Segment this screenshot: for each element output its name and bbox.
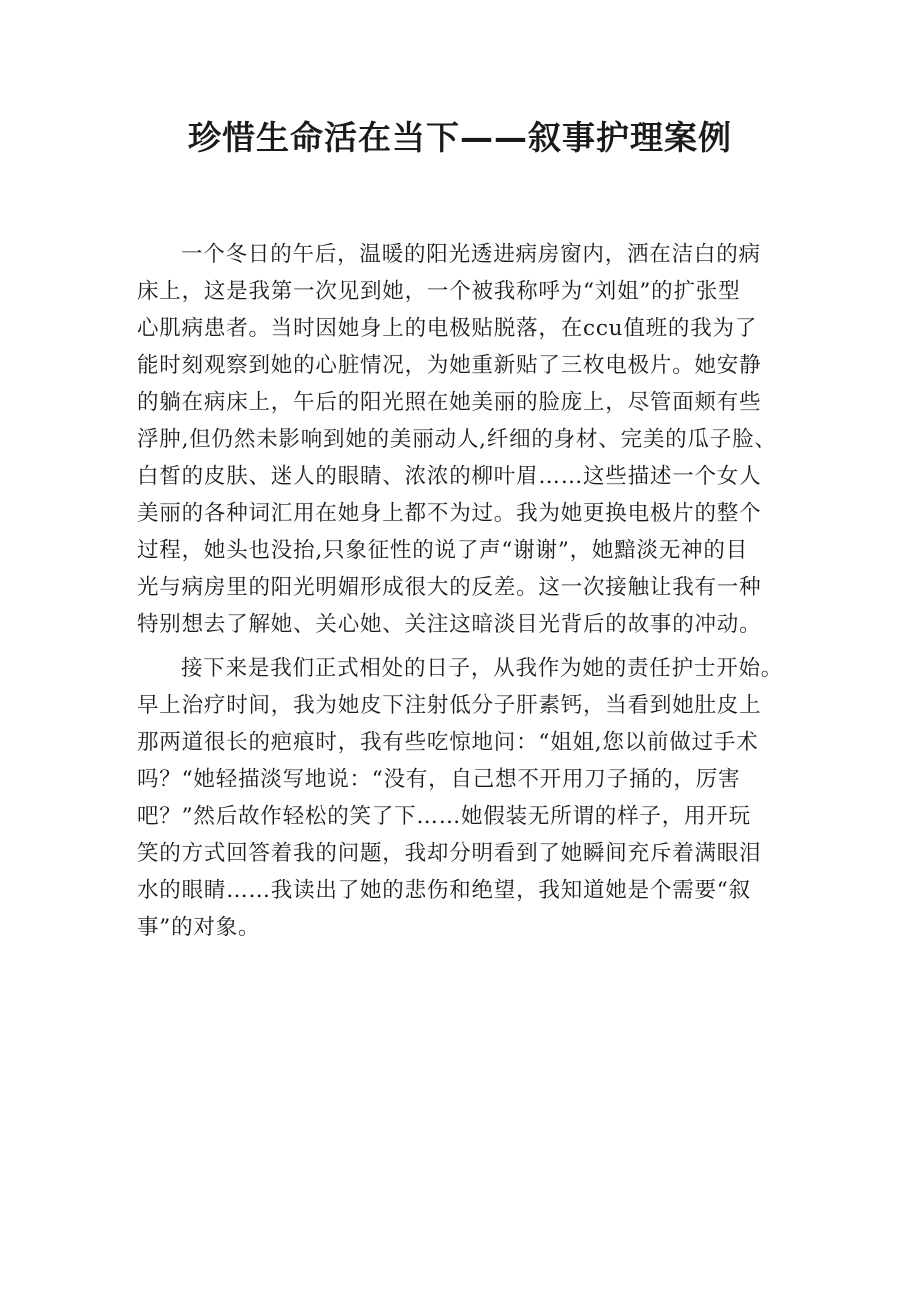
paragraph-line: 那两道很长的疤痕时，我有些吃惊地问：“姐姐,您以前做过手术 bbox=[137, 730, 759, 755]
paragraph-line: 接下来是我们正式相处的日子，从我作为她的责任护士开始。 bbox=[181, 656, 784, 681]
paragraph-line: 美丽的各种词汇用在她身上都不为过。我为她更换电极片的整个 bbox=[137, 501, 762, 526]
document-title: 珍惜生命活在当下——叙事护理案例 bbox=[188, 118, 732, 157]
paragraph-1 bbox=[137, 236, 790, 643]
paragraph-line: 一个冬日的午后，温暖的阳光透进病房窗内，洒在洁白的病 bbox=[181, 242, 761, 267]
paragraph-line: 能时刻观察到她的心脏情况，为她重新贴了三枚电极片。她安静 bbox=[137, 353, 762, 378]
paragraph-line: 床上，这是我第一次见到她，一个被我称呼为“刘姐”的扩张型 bbox=[137, 279, 741, 304]
paragraph-line: 心肌病患者。当时因她身上的电极贴脱落，在ccu值班的我为了 bbox=[137, 316, 758, 341]
paragraph-2 bbox=[137, 650, 790, 946]
document-body bbox=[137, 236, 790, 946]
paragraph-line: 光与病房里的阳光明媚形成很大的反差。这一次接触让我有一种 bbox=[137, 575, 762, 600]
paragraph-line: 笑的方式回答着我的问题，我却分明看到了她瞬间充斥着满眼泪 bbox=[137, 841, 762, 866]
paragraph-line: 白皙的皮肤、迷人的眼睛、浓浓的柳叶眉……这些描述一个女人 bbox=[137, 464, 762, 489]
paragraph-line: 水的眼睛……我读出了她的悲伤和绝望，我知道她是个需要“叙 bbox=[137, 878, 751, 903]
paragraph-spacer bbox=[137, 643, 790, 650]
paragraph-line: 特别想去了解她、关心她、关注这暗淡目光背后的故事的冲动。 bbox=[137, 612, 762, 637]
paragraph-line: 浮肿,但仍然未影响到她的美丽动人,纤细的身材、完美的瓜子脸、 bbox=[137, 427, 777, 452]
paragraph-line: 吧？”然后故作轻松的笑了下……她假装无所谓的样子，用开玩 bbox=[137, 804, 751, 829]
paragraph-line: 过程，她头也没抬,只象征性的说了声“谢谢”，她黯淡无神的目 bbox=[137, 538, 749, 563]
paragraph-line: 吗？“她轻描淡写地说：“没有，自己想不开用刀子捅的，厉害 bbox=[137, 767, 741, 792]
paragraph-line: 的躺在病床上，午后的阳光照在她美丽的脸庞上，尽管面颊有些 bbox=[137, 390, 762, 415]
paragraph-line: 事”的对象。 bbox=[137, 915, 261, 940]
paragraph-line: 早上治疗时间，我为她皮下注射低分子肝素钙，当看到她肚皮上 bbox=[137, 693, 762, 718]
